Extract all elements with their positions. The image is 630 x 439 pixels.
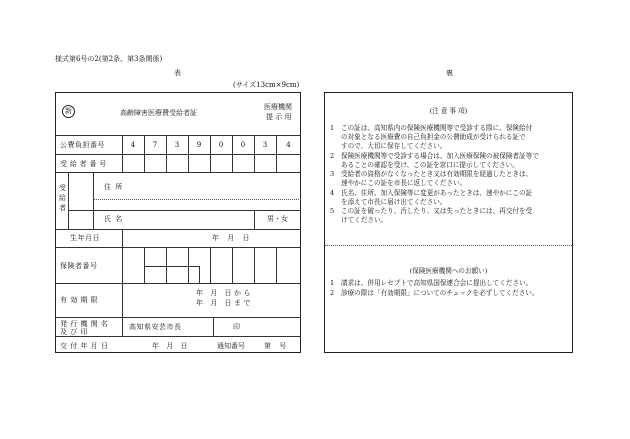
- note-item-line: 氏名、住所、加入保険等に変更があったときは、速やかにこの証: [341, 188, 533, 197]
- validity-label: 有 効 期 限: [60, 296, 99, 304]
- request-title: (保険医療機関へのお願い): [409, 267, 488, 275]
- payer-digit: 0: [218, 141, 224, 149]
- size-note: (サイズ13cm×9cm): [233, 81, 300, 89]
- insurer-number-label: 保険者番号: [60, 262, 98, 270]
- notice-number-label: 通知番号: [217, 342, 245, 350]
- payer-digit: 0: [240, 141, 246, 149]
- note-item-line: この証を破ったり、汚したり、又は失ったときには、再交付を受: [341, 207, 533, 215]
- note-item-line: を添えて市長に届け出てください。: [341, 197, 447, 206]
- issuer-seal-mark: 印: [233, 323, 243, 331]
- note-item-number: 3: [330, 170, 335, 178]
- back-side-label: 裏: [446, 69, 453, 77]
- back-card: [324, 92, 573, 353]
- birthdate-value: 年 月 日: [212, 234, 253, 242]
- note-item-line: 受給者の資格がなくなったとき又は有効期限を経過したときは、: [341, 170, 533, 178]
- note-item-line: すので、大切に保存してください。: [341, 142, 447, 150]
- note-item-number: 1: [330, 124, 335, 132]
- request-item-number: 1: [330, 279, 335, 287]
- validity-to: 年 月 日まで: [196, 299, 253, 307]
- recipient-group-label: 受給者: [59, 184, 66, 212]
- payer-digit: 9: [196, 141, 202, 149]
- note-item-number: 2: [330, 151, 335, 160]
- payer-digit: 7: [152, 141, 158, 149]
- request-item-line: 請求は、併用レセプトで高知県国保連合会に提出してください。: [341, 279, 533, 287]
- address-label: 住 所: [104, 183, 124, 191]
- birthdate-label: 生年月日: [70, 234, 100, 242]
- note-item-line: の対象となる医療費の自己負担金の公費助成が受けられる証で: [341, 133, 526, 141]
- issuer-label-2: 及 び 印: [60, 328, 88, 336]
- form-number-title: 様式第6号の2(第2条、第3条関係): [55, 55, 163, 63]
- recipient-number-label: 受 給 者 番 号: [60, 160, 107, 168]
- request-item-line: 診療の際は「有効期限」についてのチェックを必ずしてください。: [341, 288, 539, 297]
- note-item-line: この証は、高知県内の保険医療機関等で受診する際に、保険給付: [341, 124, 533, 132]
- issue-date-label: 交 付 年 月 日: [60, 342, 109, 350]
- payer-digit: 3: [174, 141, 180, 149]
- issue-date-value: 年 月 日: [152, 342, 190, 350]
- present-label-1: 医療機関: [264, 103, 292, 111]
- front-card: [55, 92, 301, 353]
- note-item-line: けてください。: [341, 216, 388, 224]
- new-seal-icon: [62, 105, 75, 118]
- notes-title: (注 意 事 項): [429, 107, 468, 115]
- name-label: 氏 名: [104, 215, 124, 223]
- notice-number-suffix: 第 号: [264, 342, 290, 350]
- request-item-number: 2: [330, 288, 335, 297]
- note-item-line: 保険医療機関等で受診する場合は、加入医療保険の被保険者証等で: [341, 151, 539, 160]
- payer-digit: 3: [262, 141, 268, 149]
- front-side-label: 表: [174, 69, 181, 77]
- new-seal-text: 新: [65, 107, 72, 115]
- card-title: 高齢障害医療費受給者証: [120, 109, 197, 117]
- issuer-label-1: 発 行 機 関 名: [60, 320, 109, 328]
- note-item-line: あることの確認を受け、この証を窓口に提示してください。: [341, 160, 519, 169]
- note-item-number: 5: [330, 207, 335, 215]
- payer-digit: 4: [130, 141, 136, 149]
- gender-selector: 男・女: [267, 215, 288, 223]
- note-item-number: 4: [330, 188, 335, 197]
- payer-number-label: 公費負担番号: [60, 141, 105, 149]
- payer-digit: 4: [286, 141, 291, 149]
- validity-from: 年 月 日から: [196, 289, 253, 297]
- note-item-line: 速やかにこの証を市長に返してください。: [341, 179, 467, 187]
- present-label-2: 提 示 用: [266, 113, 292, 121]
- issuer-name: 高知県安芸市長: [129, 323, 182, 331]
